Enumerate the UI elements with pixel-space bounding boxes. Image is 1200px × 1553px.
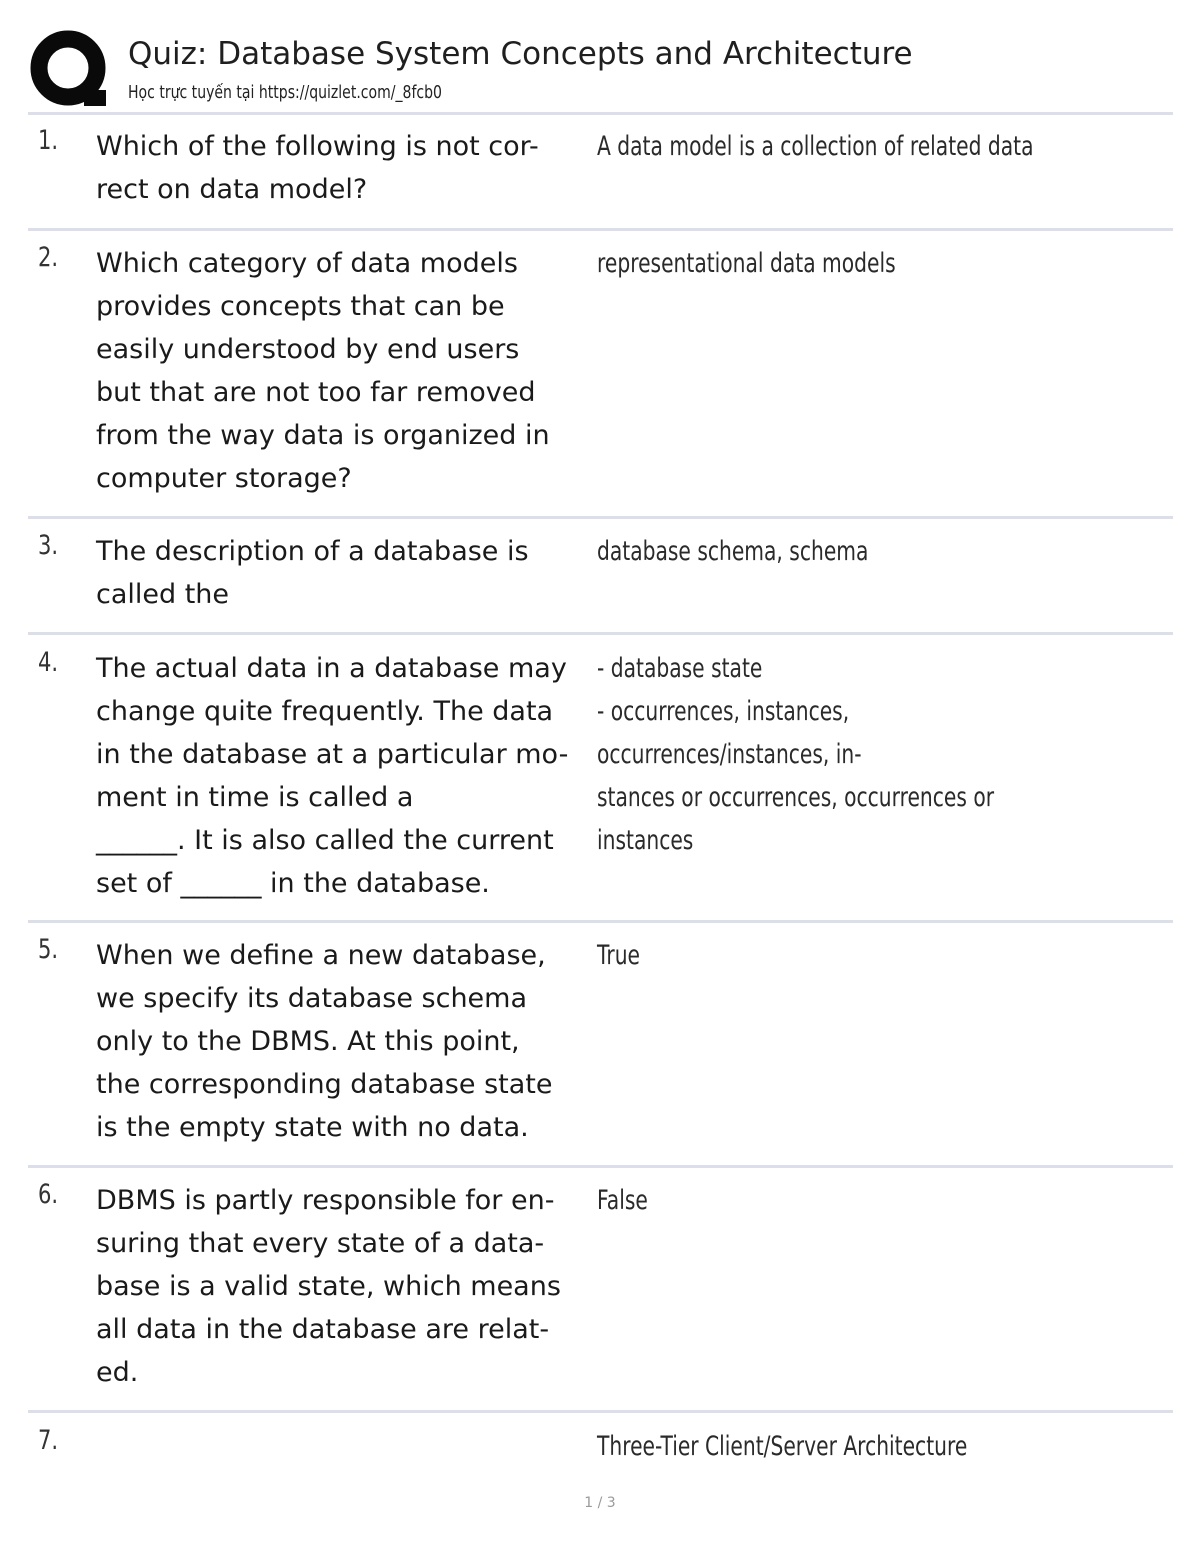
- source-link-text: Học trực tuyến tại https://quizlet.com/_8fcb0: [128, 82, 442, 103]
- card-number: 7.: [38, 1425, 59, 1456]
- divider: [28, 1165, 1173, 1168]
- card-number: 5.: [38, 934, 59, 965]
- divider: [28, 228, 1173, 231]
- card-answer: Three-Tier Client/Server Architecture: [597, 1431, 968, 1462]
- card-question: Which of the following is not cor- rect on data model?: [96, 131, 539, 205]
- divider: [28, 1410, 1173, 1413]
- card-answer: False: [597, 1185, 648, 1216]
- quizlet-logo-icon: [30, 30, 110, 110]
- card-number: 4.: [38, 647, 59, 678]
- card-number: 2.: [38, 242, 59, 273]
- divider: [28, 920, 1173, 923]
- card-question: The description of a database is called the: [96, 536, 529, 610]
- card-answer: representational data models: [597, 248, 896, 279]
- card-answer: database schema, schema: [597, 536, 869, 567]
- card-answer: A data model is a collection of related data: [597, 131, 1034, 162]
- card-question: The actual data in a database may change quite frequently. The data in the database at a particular mo- ment in time is called a ______. It is also called the current set of ______ in the database.: [96, 653, 569, 899]
- card-answer: True: [597, 940, 641, 971]
- card-number: 3.: [38, 530, 59, 561]
- card-number: 1.: [38, 125, 59, 156]
- page-title: Quiz: Database System Concepts and Architecture: [128, 36, 913, 72]
- card-number: 6.: [38, 1179, 59, 1210]
- page-header: [30, 30, 1172, 110]
- card-question: Which category of data models provides concepts that can be easily understood by end users but that are not too far removed from the way data is organized in computer storage?: [96, 248, 550, 494]
- card-question: When we define a new database, we specify its database schema only to the DBMS. At this point, the corresponding database state is the empty state with no data.: [96, 940, 553, 1143]
- page-number: 1 / 3: [584, 1495, 616, 1511]
- card-answer: - database state - occurrences, instances, occurrences/instances, in- stances or occurrences, occurrences or instances: [597, 653, 995, 856]
- card-question: DBMS is partly responsible for en- suring that every state of a data- base is a valid state, which means all data in the database are relat- ed.: [96, 1185, 561, 1388]
- divider: [28, 632, 1173, 635]
- divider: [28, 516, 1173, 519]
- divider: [28, 112, 1173, 115]
